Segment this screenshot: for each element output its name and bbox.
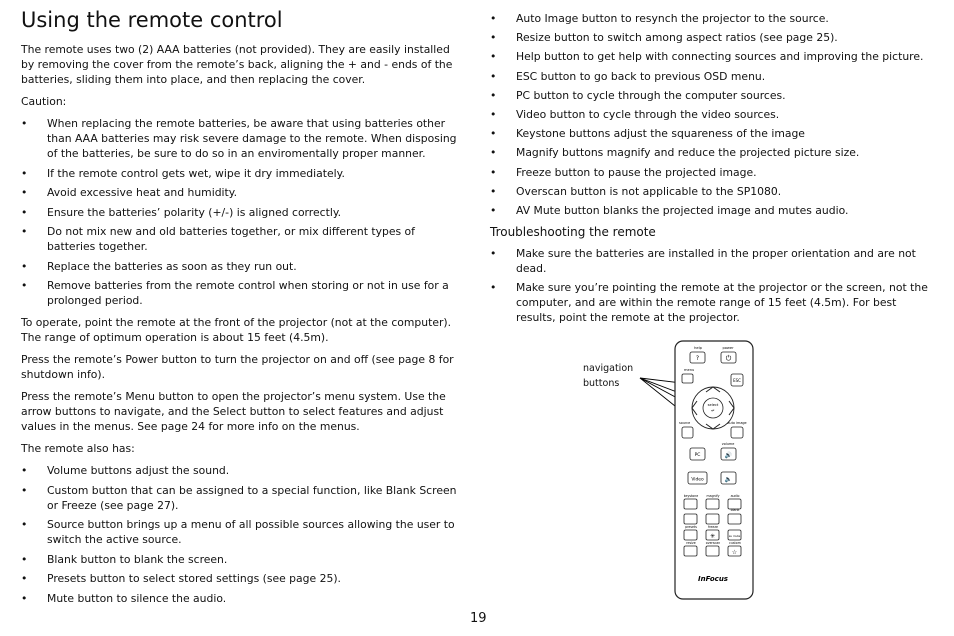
overscan-button[interactable] bbox=[706, 546, 719, 556]
caution-label: Caution: bbox=[21, 95, 67, 108]
keystone-up-button[interactable] bbox=[684, 499, 697, 509]
resize-label: resize bbox=[686, 541, 696, 545]
auto-image-button[interactable] bbox=[731, 427, 743, 438]
audio-label: audio bbox=[730, 494, 740, 498]
menu-button[interactable] bbox=[682, 374, 693, 383]
list-item: • Make sure you’re pointing the remote at the projector or the screen, not the computer, and are within the remote range of 15 feet (4.5m). For best results, point the remote at the projector. bbox=[490, 280, 930, 325]
help-label: help bbox=[694, 346, 702, 350]
select-label: select bbox=[707, 403, 719, 407]
callout-line-2: buttons bbox=[583, 378, 620, 389]
menu-label: menu bbox=[684, 368, 695, 372]
list-item: • Avoid excessive heat and humidity. bbox=[21, 185, 463, 200]
auto-image-label: auto image bbox=[727, 421, 747, 425]
list-item: • Ensure the batteries’ polarity (+/-) is aligned correctly. bbox=[21, 205, 463, 220]
list-item: • Resize button to switch among aspect ratios (see page 25). bbox=[490, 30, 930, 45]
callout-line-1: navigation bbox=[583, 363, 634, 374]
presets-button[interactable] bbox=[684, 530, 697, 540]
list-item: • Blank button to blank the screen. bbox=[21, 552, 463, 567]
blank-label: blank bbox=[730, 508, 740, 512]
list-item: • When replacing the remote batteries, be aware that using batteries other than AAA batteries may risk severe damage to the remote. When disposing of the batteries, be sure to do so in an enviromentally proper manner. bbox=[21, 116, 463, 161]
list-item: • Do not mix new and old batteries together, or mix different types of batteries together. bbox=[21, 224, 463, 254]
operate-paragraph: To operate, point the remote at the front of the projector (not at the computer). The range of optimum operation is about 15 feet (4.5m). bbox=[21, 316, 452, 344]
right-column bbox=[490, 11, 930, 332]
freeze-icon: ✳ bbox=[709, 533, 716, 540]
list-item: • Overscan button is not applicable to the SP1080. bbox=[490, 184, 930, 199]
keystone-down-button[interactable] bbox=[684, 514, 697, 524]
freeze-label: freeze bbox=[708, 525, 718, 529]
esc-label: ESC bbox=[733, 378, 741, 383]
list-item: • Help button to get help with connecting sources and improving the picture. bbox=[490, 49, 930, 64]
volume-label: volume bbox=[721, 442, 735, 446]
av-mute-label: av mute bbox=[728, 534, 741, 538]
list-item: • Mute button to silence the audio. bbox=[21, 591, 463, 606]
magnify-label: magnify bbox=[706, 494, 720, 498]
troubleshoot-list bbox=[490, 246, 930, 325]
list-item: • Video button to cycle through the video sources. bbox=[490, 107, 930, 122]
page-title: Using the remote control bbox=[21, 8, 283, 32]
list-item: • ESC button to go back to previous OSD menu. bbox=[490, 69, 930, 84]
feature-list-right bbox=[490, 11, 930, 218]
list-item: • If the remote control gets wet, wipe it dry immediately. bbox=[21, 166, 463, 181]
list-item: • Freeze button to pause the projected image. bbox=[490, 165, 930, 180]
power-label: power bbox=[722, 346, 734, 350]
magnify-down-button[interactable] bbox=[706, 514, 719, 524]
list-item: • Replace the batteries as soon as they run out. bbox=[21, 259, 463, 274]
list-item: • Auto Image button to resynch the projector to the source. bbox=[490, 11, 930, 26]
source-label: source bbox=[679, 421, 691, 425]
caution-list bbox=[21, 116, 463, 308]
feature-list-left bbox=[21, 463, 463, 606]
list-item: • Source button brings up a menu of all possible sources allowing the user to switch the active source. bbox=[21, 517, 463, 547]
presets-label: presets bbox=[685, 525, 697, 529]
magnify-up-button[interactable] bbox=[706, 499, 719, 509]
remote-control-figure bbox=[580, 338, 760, 602]
pc-label: PC bbox=[694, 453, 701, 458]
select-button[interactable] bbox=[703, 398, 723, 418]
help-icon: ? bbox=[695, 355, 700, 362]
also-has-paragraph: The remote also has: bbox=[21, 442, 135, 455]
resize-button[interactable] bbox=[684, 546, 697, 556]
power-paragraph: Press the remote’s Power button to turn the projector on and off (see page 8 for shutdown info). bbox=[21, 353, 454, 381]
list-item: • Magnify buttons magnify and reduce the projected picture size. bbox=[490, 145, 930, 160]
blank-button[interactable] bbox=[728, 514, 741, 524]
list-item: • Volume buttons adjust the sound. bbox=[21, 463, 463, 478]
custom-label: custom bbox=[729, 541, 741, 545]
list-item: • Make sure the batteries are installed in the proper orientation and are not dead. bbox=[490, 246, 930, 276]
list-item: • Presets button to select stored settings (see page 25). bbox=[21, 571, 463, 586]
overscan-label: overscan bbox=[705, 541, 721, 545]
keystone-label: keystone bbox=[683, 494, 699, 498]
list-item: • Remove batteries from the remote control when storing or not in use for a prolonged period. bbox=[21, 278, 463, 308]
brand-logo: InFocus bbox=[698, 575, 728, 583]
video-label: Video bbox=[691, 477, 704, 483]
source-button[interactable] bbox=[682, 427, 693, 438]
enter-icon: ↵ bbox=[711, 409, 715, 414]
list-item: • PC button to cycle through the computer sources. bbox=[490, 88, 930, 103]
star-icon: ☆ bbox=[731, 549, 738, 556]
intro-paragraph: The remote uses two (2) AAA batteries (not provided). They are easily installed by removing the cover from the remote’s back, aligning the + and - ends of the batteries, sliding them into place, and then replacing the cover. bbox=[21, 43, 453, 86]
menu-paragraph: Press the remote’s Menu button to open the projector’s menu system. Use the arrow buttons to navigate, and the Select button to select features and adjust values in the menus. See page 24 for more info on the menus. bbox=[21, 390, 446, 433]
speaker-loud-icon: 🔊 bbox=[724, 452, 733, 459]
troubleshoot-heading: Troubleshooting the remote bbox=[490, 224, 656, 239]
power-icon: ⏻ bbox=[725, 354, 732, 363]
speaker-icon: 🔈 bbox=[724, 476, 733, 483]
list-item: • AV Mute button blanks the projected image and mutes audio. bbox=[490, 203, 930, 218]
page-number: 19 bbox=[470, 611, 487, 626]
list-item: • Keystone buttons adjust the squareness of the image bbox=[490, 126, 930, 141]
list-item: • Custom button that can be assigned to a special function, like Blank Screen or Freeze (see page 27). bbox=[21, 483, 463, 513]
left-column bbox=[21, 42, 463, 613]
